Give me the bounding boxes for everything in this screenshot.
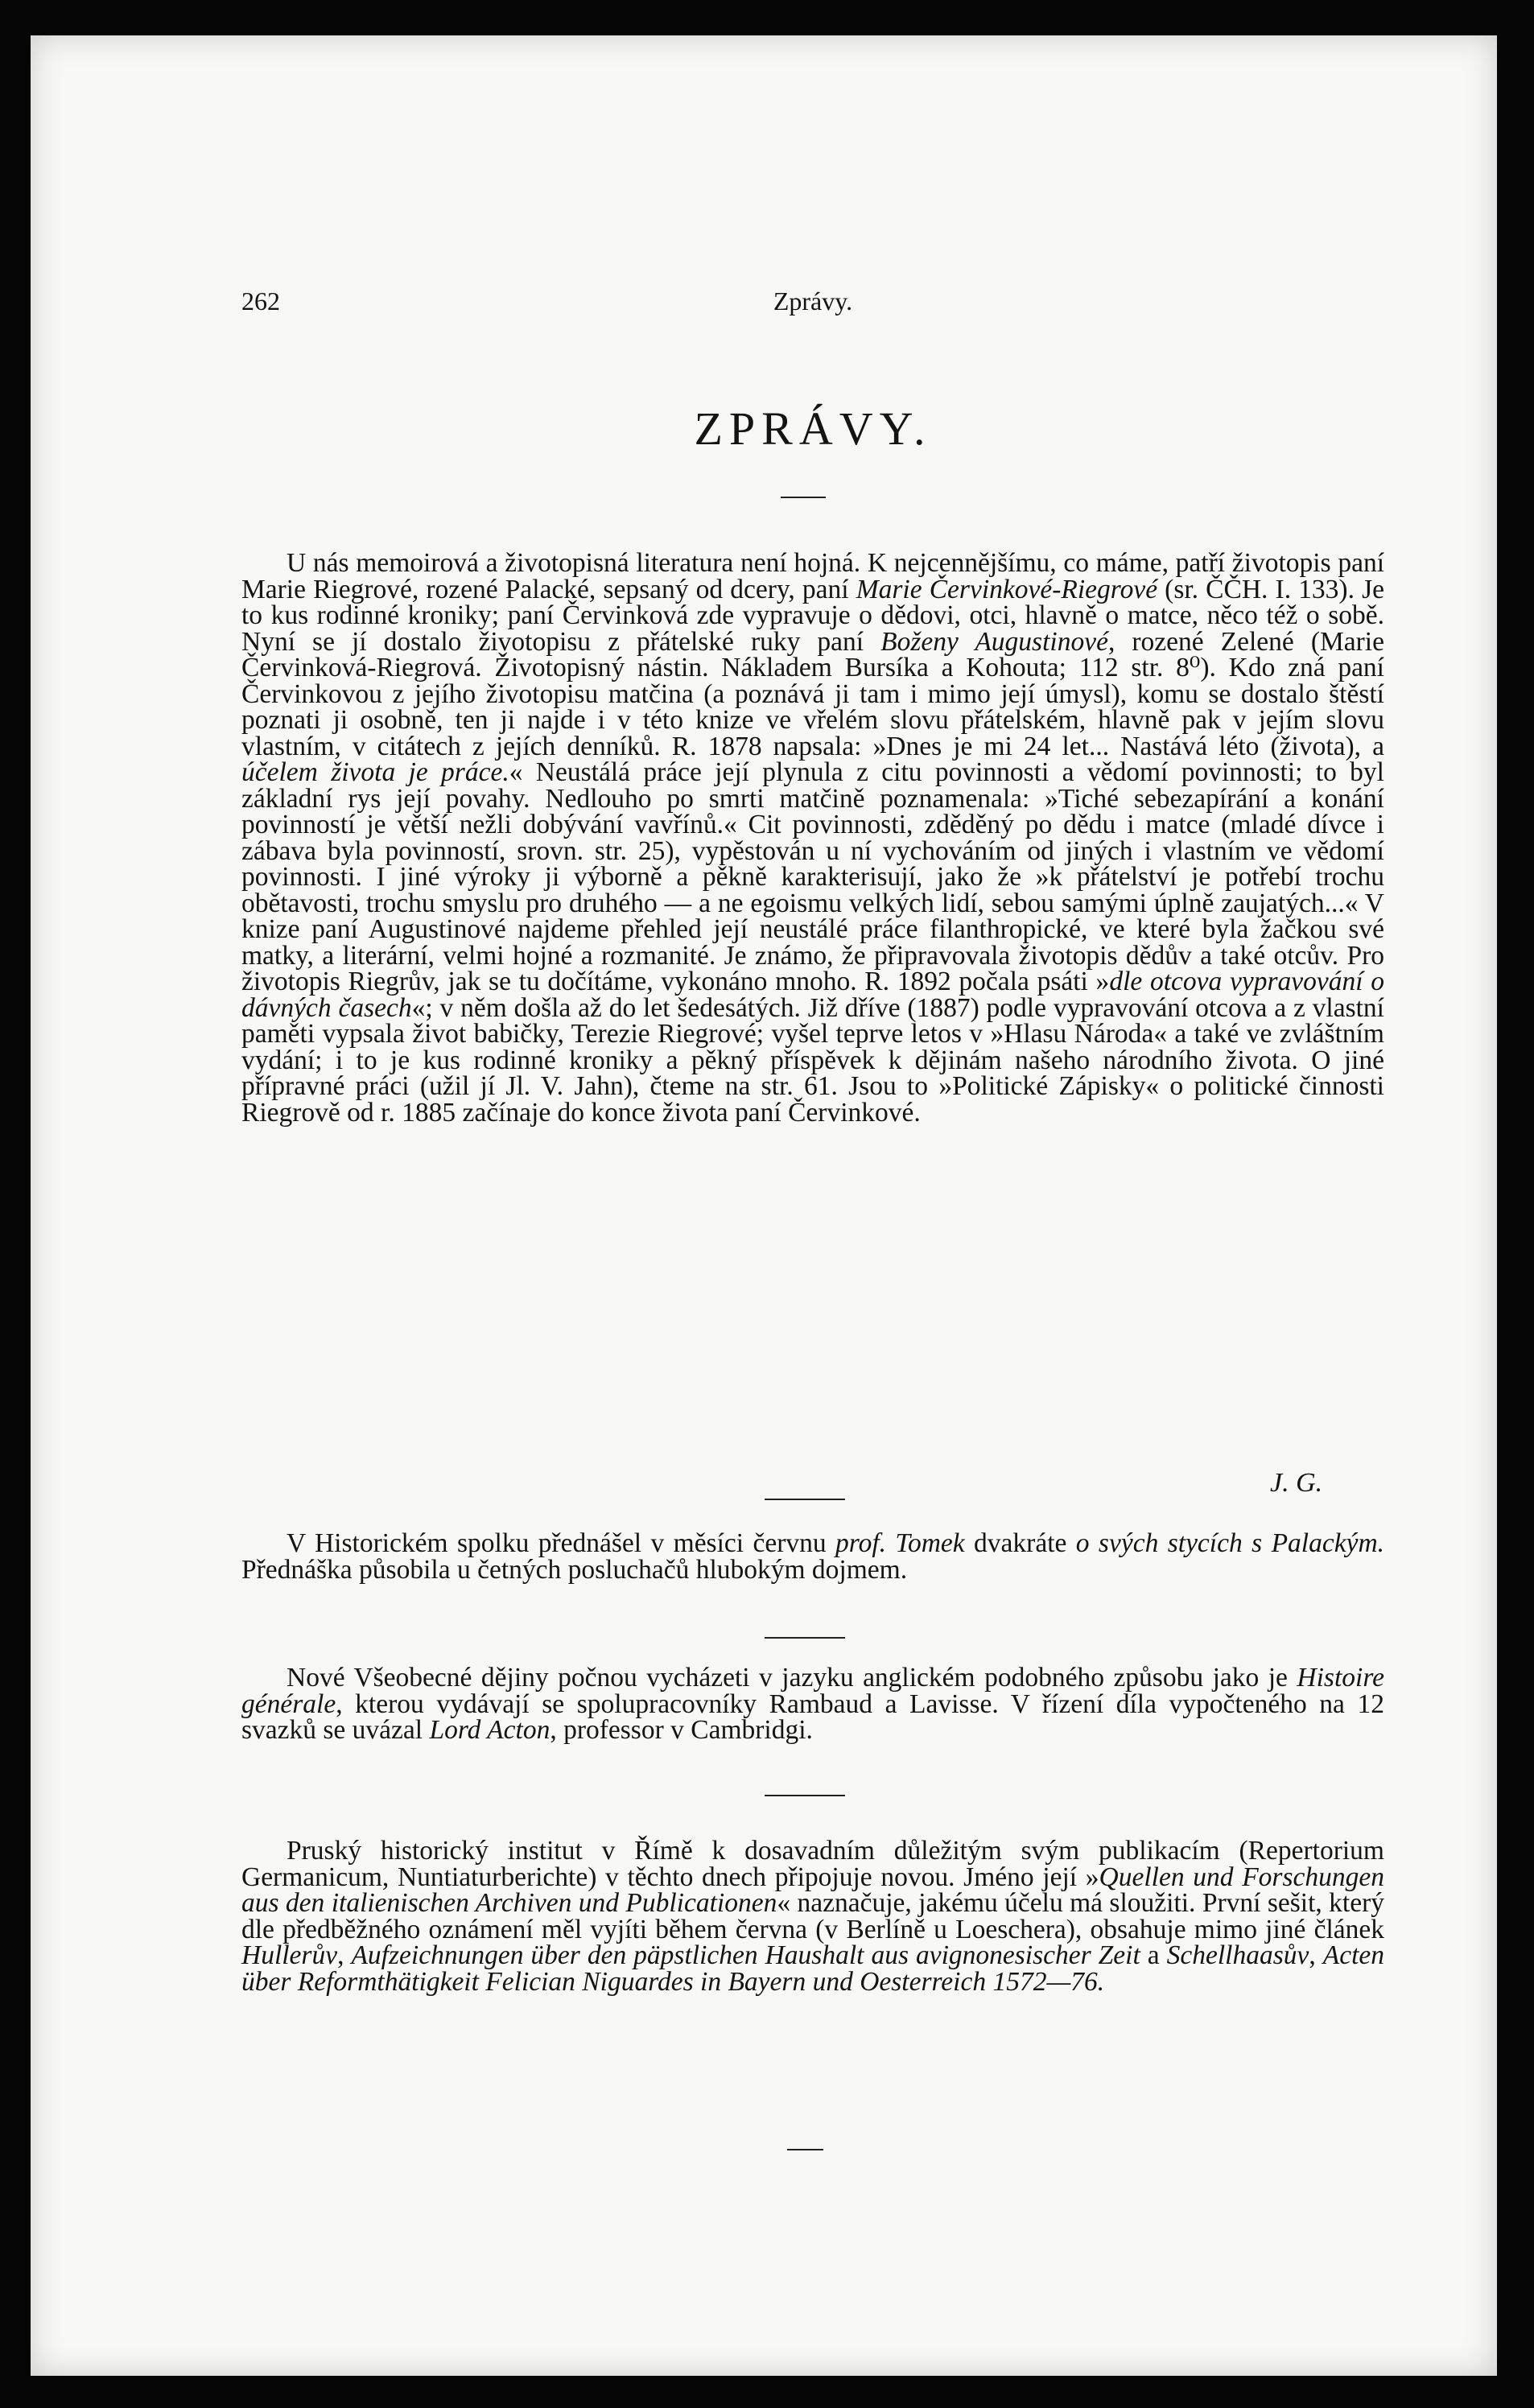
body-text: , rozené Zelené (Marie Červinková-Riegrová. Životopisný nástin. Nákladem Bursíka a Kohouta; 112 str. 8⁰). Kdo zná paní Červinkovou z jejího životopisu matčina (a poznává ji tam i mimo její úmysl), komu se dostalo štěstí poznati ji osobně, ten ji najde i v této knize ve vřelém slovu přátelském, hlavně pak v jejím slovu vlastním, v citátech z jejích denníků. R. 1878 napsala: »Dnes je mi 24 let... Nastává léto (života), a [241, 626, 1384, 761]
section-divider [765, 1499, 845, 1500]
article-historical-society [241, 1528, 1385, 1585]
italic-text: Aufzeichnungen über den päpstlichen Haushalt aus avignonesischer Zeit [351, 1940, 1140, 1970]
article-general-history [241, 1665, 1384, 1744]
italic-text: dle otcova vypravování o dávných časech [241, 967, 1385, 1023]
body-text: Nové Všeobecné dějiny počnou vycházeti v jazyku anglickém podobného způsobu jako je [287, 1663, 1297, 1693]
running-title: Zprávy. [773, 287, 853, 315]
body-text: , kterou vydávají se spolupracovníky Rambaud a Lavisse. V řízení díla vypočteného na 12 svazků se uvázal [241, 1688, 1384, 1745]
body-text: U nás memoirová a životopisná literatura není hojná. K nejcennějšímu, co máme, patří životopis paní Marie Riegrové, rozené Palacké, sepsaný od dcery, paní [241, 548, 1384, 604]
body-text: « Neustálá práce její plynula z citu povinnosti a vědomí povinnosti; to byl základní rys její povahy. Nedlouho po smrti matčině poznamenala: »Tiché sebezapírání a konání povinností je větší nežli dobývání vavřínů.« Cit povinnosti, zděděný po dědu i matce (mladé dívce i zábava byla povinností, srovn. str. 25), vypěstován u ní vychováním od jiných i vlastním ve vědomí povinnosti. I jiné výroky ji výborně a pěkně karakterisují, jako že »k přátelství je potřebí trochu obětavosti, trochu smyslu pro druhého — a ne egoismu velkých lidí, sebou samými úplně zaujatých...« V knize paní Augustinové najdeme přehled její neustálé práce filanthropické, ve které byla žačkou své matky, a literární, velmi hojné a rozmanité. Je známo, že připravovala životopis dědův a také otcův. Pro životopis Riegrův, jak se tu dočítáme, vykonáno mnoho. R. 1892 počala psáti » [241, 757, 1384, 996]
author-signature: J. G. [1270, 1468, 1323, 1498]
body-text: (sr. ČČH. I. 133). Je to kus rodinné kroniky; paní Červinková zde vypravuje o dědovi, otci, hlavně o matce, něco též o sobě. Nyní se jí dostalo životopisu z přátelské ruky paní [241, 574, 1384, 657]
italic-text: Histoire générale [241, 1663, 1384, 1719]
italic-text: Quellen und Forschungen aus den italienischen Archiven und Publicationen [241, 1862, 1384, 1918]
body-text: « naznačuje, jakému účelu má sloužiti. První sešit, který dle předběžného oznámení měl vyjíti během června (v Berlíně u Loeschera), obsahuje mimo jiné článek [241, 1888, 1384, 1944]
italic-text: o svých stycích s Palackým. [1075, 1528, 1385, 1558]
body-text: , professor v Cambridgi. [550, 1715, 813, 1745]
page-sheet [31, 35, 1497, 2376]
italic-text: Acten über Reformthätigkeit Felician Niguardes in Bayern und Oesterreich 1572—76. [241, 1940, 1385, 1997]
italic-text: Boženy Augustinové [880, 626, 1108, 657]
body-text: V Historickém spolku přednášel v měsíci červnu [287, 1528, 836, 1558]
running-header [241, 287, 1384, 319]
article-prussian-institute [241, 1838, 1384, 1995]
section-paragraph [241, 1838, 1384, 1995]
section-divider [765, 1795, 845, 1796]
body-text: «; v něm došla až do let šedesátých. Již dříve (1887) podle vypravování otcova a z vlastní paměti vypsala život babičky, Terezie Riegrové; vyšel teprve letos v »Hlasu Národa« a také ve zvláštním vydání; i to je kus rodinné kroniky a pěkný příspěvek k dějinám našeho národního života. O jiné přípravné práci (užil jí Jl. V. Jahn), čteme na str. 61. Jsou to »Politické Zápisky« o politické činnosti Riegrově od r. 1885 začínaje do konce života paní Červinkové. [241, 992, 1384, 1128]
page-number: 262 [241, 287, 280, 315]
body-text: dvakráte [964, 1528, 1076, 1558]
article-memoir-review [241, 550, 1384, 1126]
body-text: a [1140, 1940, 1167, 1970]
italic-text: prof. Tomek [835, 1528, 965, 1558]
italic-text: Lord Acton [429, 1715, 551, 1745]
title-rule [781, 497, 826, 498]
italic-text: Hullerův [241, 1940, 338, 1970]
italic-text: účelem života je práce. [241, 757, 509, 787]
italic-text: Marie Červinkové-Riegrové [856, 574, 1158, 604]
page-title: ZPRÁVY. [694, 402, 932, 455]
italic-text: Schellhaasův [1166, 1940, 1309, 1970]
closing-rule [787, 2149, 823, 2150]
body-text: Přednáška působila u četných posluchačů hlubokým dojmem. [241, 1554, 908, 1585]
body-text: Pruský historický institut v Římě k dosavadním důležitým svým publikacím (Repertorium Germanicum, Nuntiaturberichte) v těchto dnech připojuje novou. Jméno její » [241, 1836, 1384, 1892]
body-text: , [337, 1940, 352, 1970]
section-paragraph [241, 550, 1384, 1126]
body-text: , [1309, 1940, 1323, 1970]
section-paragraph [241, 1665, 1384, 1744]
section-divider [765, 1637, 845, 1639]
section-paragraph [241, 1528, 1385, 1585]
